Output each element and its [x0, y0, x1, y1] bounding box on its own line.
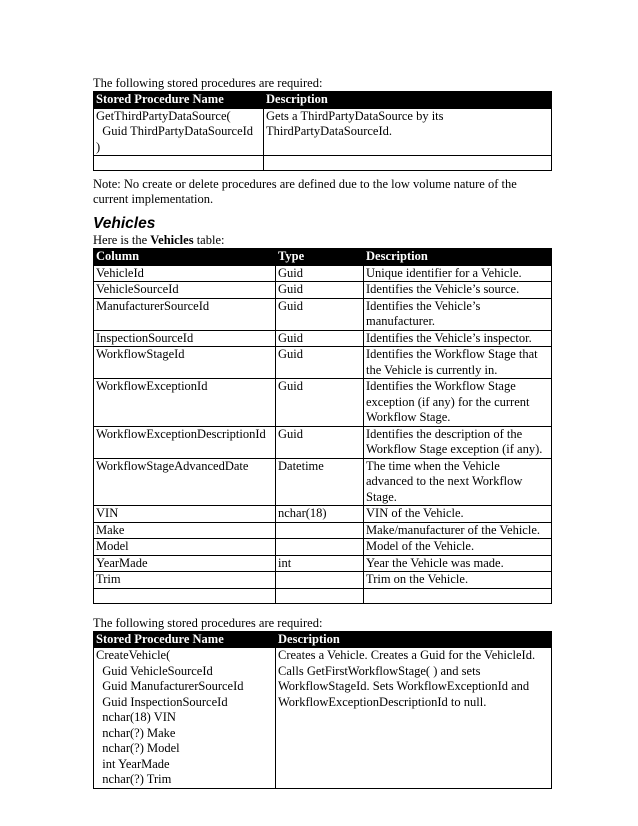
table-row [94, 426, 552, 458]
table-row [94, 108, 552, 156]
type-cell: Guid [276, 379, 364, 427]
column-cell: VIN [94, 506, 276, 523]
table-row [94, 282, 552, 299]
column-cell: YearMade [94, 555, 276, 572]
empty-row [94, 588, 552, 603]
empty-row [94, 156, 552, 171]
type-cell: Guid [276, 282, 364, 299]
column-header: Type [276, 249, 364, 266]
table-header-row [94, 92, 552, 109]
table-row [94, 330, 552, 347]
vehicles-table [93, 248, 552, 604]
description-cell: Trim on the Vehicle. [364, 572, 552, 589]
procedure-name-cell: GetThirdPartyDataSource( Guid ThirdPartyDataSourceId ) [94, 108, 264, 156]
column-cell: WorkflowStageId [94, 347, 276, 379]
description-cell: Identifies the Vehicle’s source. [364, 282, 552, 299]
table-row [94, 539, 552, 556]
table-row [94, 379, 552, 427]
procedures-table-1 [93, 91, 552, 171]
description-cell: Make/manufacturer of the Vehicle. [364, 522, 552, 539]
description-cell: Model of the Vehicle. [364, 539, 552, 556]
table-row [94, 572, 552, 589]
column-cell: VehicleId [94, 265, 276, 282]
column-cell: ManufacturerSourceId [94, 298, 276, 330]
description-cell: Identifies the Workflow Stage that the Vehicle is currently in. [364, 347, 552, 379]
procedure-description-cell: Creates a Vehicle. Creates a Guid for the VehicleId. Calls GetFirstWorkflowStage( ) and sets WorkflowStageId. Sets WorkflowExceptionId and WorkflowExceptionDescriptionId to null. [276, 648, 552, 789]
column-cell: Make [94, 522, 276, 539]
procedure-name-cell: CreateVehicle( Guid VehicleSourceId Guid ManufacturerSourceId Guid InspectionSourceId nchar(18) VIN nchar(?) Make nchar(?) Model int YearMade nchar(?) Trim [94, 648, 276, 789]
table-row [94, 298, 552, 330]
column-cell: InspectionSourceId [94, 330, 276, 347]
table-row [94, 347, 552, 379]
type-cell: Guid [276, 330, 364, 347]
table-header-row [94, 249, 552, 266]
column-cell: Model [94, 539, 276, 556]
section-heading-vehicles: Vehicles [93, 215, 156, 232]
procedures-table-2 [93, 631, 552, 789]
description-cell: The time when the Vehicle advanced to the next Workflow Stage. [364, 458, 552, 506]
table-name: Vehicles [150, 233, 194, 247]
type-cell: Datetime [276, 458, 364, 506]
table-row [94, 522, 552, 539]
table-row [94, 648, 552, 789]
column-header: Stored Procedure Name [94, 92, 264, 109]
column-header: Description [264, 92, 552, 109]
column-cell: WorkflowStageAdvancedDate [94, 458, 276, 506]
type-cell: nchar(18) [276, 506, 364, 523]
procedure-description-cell: Gets a ThirdPartyDataSource by its ThirdPartyDataSourceId. [264, 108, 552, 156]
description-cell: Identifies the Vehicle’s inspector. [364, 330, 552, 347]
section1-intro: The following stored procedures are required: [93, 76, 323, 90]
column-cell: VehicleSourceId [94, 282, 276, 299]
type-cell: int [276, 555, 364, 572]
section2-intro: The following stored procedures are required: [93, 615, 323, 630]
table-header-row [94, 631, 552, 648]
column-cell: WorkflowExceptionDescriptionId [94, 426, 276, 458]
table-row [94, 265, 552, 282]
column-header: Description [276, 631, 552, 648]
type-cell: Guid [276, 426, 364, 458]
description-cell: Identifies the Vehicle’s manufacturer. [364, 298, 552, 330]
description-cell: Identifies the description of the Workflow Stage exception (if any). [364, 426, 552, 458]
column-header: Stored Procedure Name [94, 631, 276, 648]
description-cell: Unique identifier for a Vehicle. [364, 265, 552, 282]
document-page [93, 76, 551, 789]
column-cell: WorkflowExceptionId [94, 379, 276, 427]
description-cell: Identifies the Workflow Stage exception (if any) for the current Workflow Stage. [364, 379, 552, 427]
type-cell [276, 522, 364, 539]
type-cell: Guid [276, 298, 364, 330]
column-header: Description [364, 249, 552, 266]
description-cell: VIN of the Vehicle. [364, 506, 552, 523]
type-cell [276, 539, 364, 556]
description-cell: Year the Vehicle was made. [364, 555, 552, 572]
type-cell [276, 572, 364, 589]
section1-note: Note: No create or delete procedures are defined due to the low volume nature of the current implementation. [93, 177, 517, 206]
vehicles-intro: Here is the Vehicles table: [93, 233, 225, 247]
column-header: Column [94, 249, 276, 266]
table-row [94, 506, 552, 523]
type-cell: Guid [276, 265, 364, 282]
column-cell: Trim [94, 572, 276, 589]
type-cell: Guid [276, 347, 364, 379]
table-row [94, 555, 552, 572]
table-row [94, 458, 552, 506]
